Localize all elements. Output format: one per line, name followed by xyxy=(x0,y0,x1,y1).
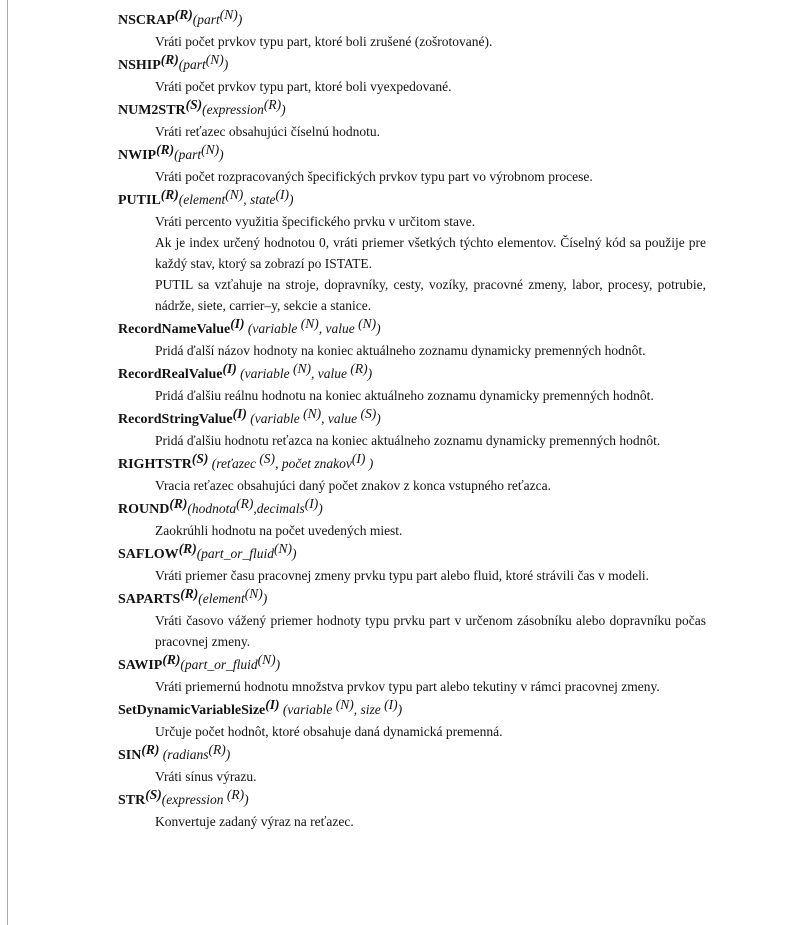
arg-text: ) xyxy=(291,546,297,561)
arg-type: (N) xyxy=(292,361,311,376)
function-name: STR xyxy=(118,793,146,808)
arg-text: (part xyxy=(174,147,202,162)
arg-text: ) xyxy=(367,366,373,381)
function-description xyxy=(118,475,706,496)
function-signature xyxy=(118,408,706,430)
function-return-type: (S) xyxy=(145,787,162,802)
description-paragraph: Vráti sínus výrazu. xyxy=(155,769,257,784)
arg-type: (N) xyxy=(244,586,263,601)
description-paragraph: Vráti percento využitia špecifického prvku v určitom stave. xyxy=(155,214,476,229)
page-edge-line xyxy=(7,0,8,925)
description-paragraph: Vráti časovo vážený priemer hodnoty typu prvku part v určenom zásobníku alebo dopravníku počas pracovnej zmeny. xyxy=(155,613,706,649)
function-args xyxy=(178,187,294,208)
arg-type: (S) xyxy=(259,451,276,466)
function-args xyxy=(192,7,243,28)
arg-text: , state xyxy=(243,192,276,207)
function-args xyxy=(196,541,297,562)
function-description xyxy=(118,811,706,832)
arg-type: (I) xyxy=(351,451,366,466)
arg-text: (part xyxy=(178,57,206,72)
function-signature xyxy=(118,318,706,340)
function-signature xyxy=(118,699,706,721)
description-paragraph: Pridá ďalší názov hodnoty na koniec aktuálneho zoznamu dynamicky premenných hodnôt. xyxy=(155,343,646,358)
arg-text: , value xyxy=(321,411,361,426)
function-args xyxy=(159,742,231,763)
function-signature xyxy=(118,9,706,31)
function-signature xyxy=(118,54,706,76)
function-entry xyxy=(118,453,706,496)
arg-text: ) xyxy=(262,591,268,606)
arg-text: ) xyxy=(275,657,281,672)
arg-type: (N) xyxy=(335,697,354,712)
function-args xyxy=(236,361,373,382)
function-description xyxy=(118,766,706,787)
function-name: NUM2STR xyxy=(118,103,186,118)
arg-type: (N) xyxy=(225,187,244,202)
arg-text: (radians xyxy=(159,747,209,762)
function-name: RIGHTSTR xyxy=(118,457,192,472)
function-description xyxy=(118,721,706,742)
arg-text: , počet znakov xyxy=(275,456,352,471)
arg-text: ) xyxy=(225,747,231,762)
description-paragraph: PUTIL sa vzťahuje na stroje, dopravníky, cesty, vozíky, pracovné zmeny, labor, procesy, potrubie, nádrže, siete, carrier–y, sekcie a stanice. xyxy=(155,277,706,313)
function-description xyxy=(118,31,706,52)
function-description xyxy=(118,340,706,361)
arg-type: (N) xyxy=(201,142,220,157)
function-entry xyxy=(118,654,706,697)
function-return-type: (S) xyxy=(191,451,209,466)
arg-text: ) xyxy=(244,792,249,807)
function-description xyxy=(118,610,706,652)
function-entry xyxy=(118,543,706,586)
arg-text: , value xyxy=(318,321,359,336)
function-name: ROUND xyxy=(118,502,170,517)
arg-text: ) xyxy=(281,102,286,117)
function-args xyxy=(161,787,249,808)
function-signature xyxy=(118,789,706,811)
arg-type: (I) xyxy=(304,496,319,511)
function-entry xyxy=(118,144,706,187)
arg-type: (I) xyxy=(275,187,290,202)
arg-type: (N) xyxy=(219,7,238,22)
function-signature xyxy=(118,744,706,766)
function-args xyxy=(198,586,268,607)
function-description xyxy=(118,676,706,697)
function-entry xyxy=(118,99,706,142)
arg-text: (reťazec xyxy=(208,456,260,471)
arg-text: ) xyxy=(376,411,381,426)
function-entry xyxy=(118,588,706,652)
function-description xyxy=(118,385,706,406)
function-return-type: (I) xyxy=(222,361,237,376)
function-description xyxy=(118,76,706,97)
function-name: RecordNameValue xyxy=(118,322,231,337)
description-paragraph: Vráti priemer času pracovnej zmeny prvku typu part alebo fluid, ktoré strávili čas v modeli. xyxy=(155,568,650,583)
function-return-type: (R) xyxy=(160,187,179,202)
arg-text: ) xyxy=(376,321,381,336)
arg-text: ) xyxy=(219,147,224,162)
function-description xyxy=(118,211,706,316)
function-signature xyxy=(118,144,706,166)
arg-text: , size xyxy=(353,702,385,717)
arg-text: (hodnota xyxy=(187,501,237,516)
arg-text: ) xyxy=(223,57,229,72)
function-signature xyxy=(118,543,706,565)
function-name: SAFLOW xyxy=(118,547,179,562)
arg-type: (N) xyxy=(273,541,292,556)
function-entry xyxy=(118,318,706,361)
arg-type: (S) xyxy=(360,406,377,421)
description-paragraph: Určuje počet hodnôt, ktoré obsahuje daná dynamická premenná. xyxy=(155,724,503,739)
arg-text: (part xyxy=(192,12,220,27)
arg-text: ) xyxy=(237,12,243,27)
function-signature xyxy=(118,654,706,676)
function-entry xyxy=(118,498,706,541)
function-entry xyxy=(118,744,706,787)
function-description xyxy=(118,430,706,451)
function-return-type: (I) xyxy=(230,316,245,331)
function-name: RecordRealValue xyxy=(118,367,223,382)
description-paragraph: Konvertuje zadaný výraz na reťazec. xyxy=(155,814,354,829)
function-entry xyxy=(118,54,706,97)
arg-text: (variable xyxy=(279,702,336,717)
function-return-type: (S) xyxy=(185,97,203,112)
arg-type: (R) xyxy=(208,742,226,757)
function-args xyxy=(202,97,286,118)
function-name: SIN xyxy=(118,748,142,763)
arg-type: (N) xyxy=(300,316,319,331)
function-return-type: (R) xyxy=(180,586,199,601)
arg-type: (N) xyxy=(205,52,224,67)
function-entry xyxy=(118,189,706,316)
function-entry xyxy=(118,9,706,52)
function-name: NSCRAP xyxy=(118,13,175,28)
function-args xyxy=(246,406,381,427)
function-signature xyxy=(118,363,706,385)
arg-text: ,decimals xyxy=(253,501,305,516)
function-args xyxy=(244,316,381,337)
arg-text: , value xyxy=(310,366,351,381)
description-paragraph: Ak je index určený hodnotou 0, vráti priemer všetkých týchto elementov. Číselný kód sa použije pre každý stav, ktorý sa zobrazí po ISTATE. xyxy=(155,235,706,271)
arg-text: (variable xyxy=(246,411,304,426)
function-list xyxy=(118,9,706,834)
function-signature xyxy=(118,189,706,211)
arg-text: (element xyxy=(198,591,245,606)
arg-text: (element xyxy=(178,192,226,207)
arg-type: (R) xyxy=(236,496,254,511)
function-description xyxy=(118,520,706,541)
function-description xyxy=(118,565,706,586)
arg-type: (N) xyxy=(358,316,377,331)
function-name: PUTIL xyxy=(118,193,161,208)
function-return-type: (R) xyxy=(156,142,175,157)
arg-type: (N) xyxy=(257,652,276,667)
function-name: NWIP xyxy=(118,148,157,163)
arg-text: ) xyxy=(397,702,403,717)
function-args xyxy=(180,652,281,673)
function-entry xyxy=(118,363,706,406)
function-entry xyxy=(118,699,706,742)
function-name: NSHIP xyxy=(118,58,161,73)
function-return-type: (R) xyxy=(162,652,181,667)
function-return-type: (R) xyxy=(174,7,193,22)
function-return-type: (R) xyxy=(169,496,188,511)
description-paragraph: Vráti priemernú hodnotu množstva prvkov typu part alebo tekutiny v rámci pracovnej zmeny. xyxy=(155,679,660,694)
function-args xyxy=(178,52,229,73)
function-args xyxy=(208,451,374,472)
function-return-type: (R) xyxy=(141,742,160,757)
function-return-type: (I) xyxy=(265,697,280,712)
arg-text: (expression xyxy=(202,102,264,117)
arg-text: ) xyxy=(318,501,323,516)
function-name: SetDynamicVariableSize xyxy=(118,703,266,718)
arg-text: (part_or_fluid xyxy=(196,546,274,561)
function-description xyxy=(118,121,706,142)
function-description xyxy=(118,166,706,187)
function-return-type: (R) xyxy=(160,52,179,67)
description-paragraph: Vráti počet rozpracovaných špecifických prvkov typu part vo výrobnom procese. xyxy=(155,169,593,184)
arg-text: ) xyxy=(289,192,294,207)
function-args xyxy=(279,697,403,718)
arg-type: (I) xyxy=(384,697,398,712)
description-paragraph: Zaokrúhli hodnotu na počet uvedených miest. xyxy=(155,523,403,538)
function-name: RecordStringValue xyxy=(118,412,233,427)
function-entry xyxy=(118,789,706,832)
description-paragraph: Vráti reťazec obsahujúci číselnú hodnotu. xyxy=(155,124,381,139)
arg-text: (part_or_fluid xyxy=(180,657,258,672)
function-signature xyxy=(118,99,706,121)
arg-text: ) xyxy=(365,456,374,471)
function-entry xyxy=(118,408,706,451)
description-paragraph: Pridá ďalšiu reálnu hodnotu na koniec aktuálneho zoznamu dynamicky premenných hodnôt. xyxy=(155,388,654,403)
arg-type: (R) xyxy=(226,787,245,802)
function-signature xyxy=(118,453,706,475)
arg-type: (N) xyxy=(303,406,322,421)
arg-text: (variable xyxy=(244,321,301,336)
function-name: SAPARTS xyxy=(118,592,181,607)
description-paragraph: Vráti počet prvkov typu part, ktoré boli vyexpedované. xyxy=(155,79,452,94)
function-return-type: (R) xyxy=(178,541,197,556)
arg-text: (variable xyxy=(236,366,293,381)
function-args xyxy=(187,496,323,517)
function-args xyxy=(174,142,224,163)
arg-text: (expression xyxy=(161,792,227,807)
function-signature xyxy=(118,588,706,610)
arg-type: (R) xyxy=(263,97,282,112)
function-name: SAWIP xyxy=(118,658,163,673)
description-paragraph: Pridá ďalšiu hodnotu reťazca na koniec aktuálneho zoznamu dynamicky premenných hodnôt. xyxy=(155,433,661,448)
function-return-type: (I) xyxy=(232,406,247,421)
description-paragraph: Vráti počet prvkov typu part, ktoré boli zrušené (zošrotované). xyxy=(155,34,493,49)
arg-type: (R) xyxy=(350,361,368,376)
function-signature xyxy=(118,498,706,520)
description-paragraph: Vracia reťazec obsahujúci daný počet znakov z konca vstupného reťazca. xyxy=(155,478,552,493)
